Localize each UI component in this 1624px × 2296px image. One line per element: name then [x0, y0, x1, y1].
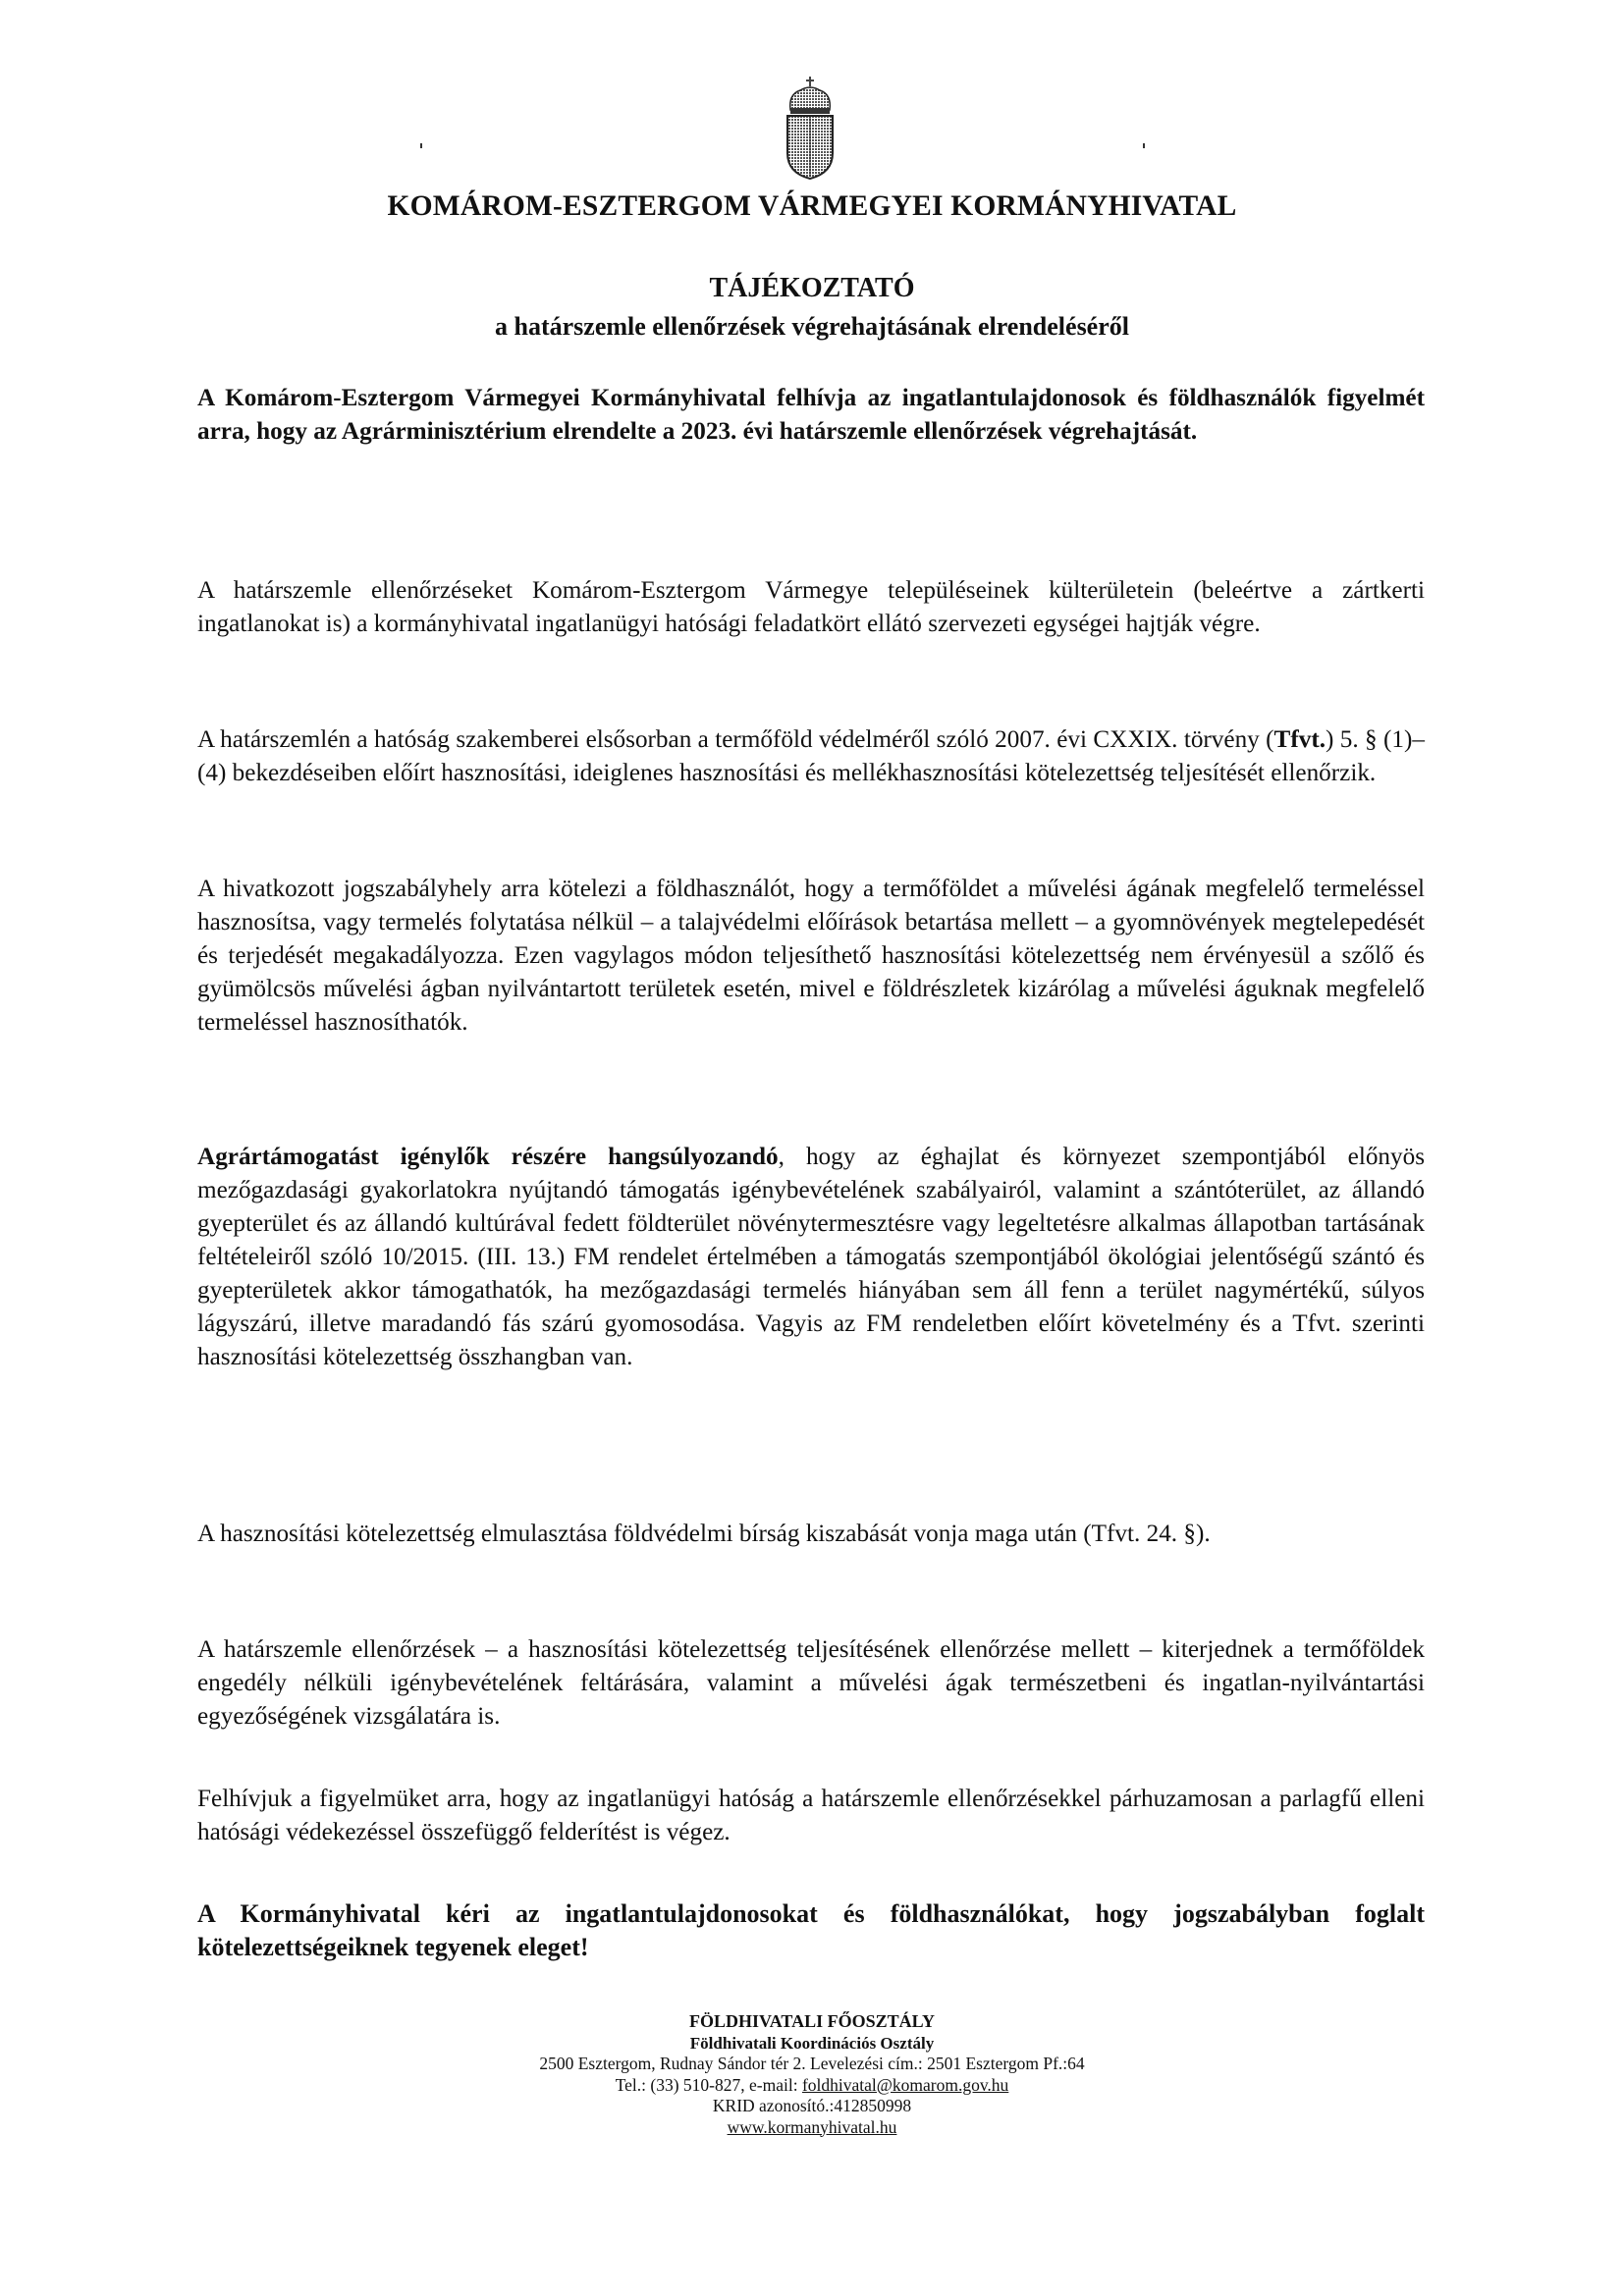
footer-krid: KRID azonosító.:412850998	[712, 2096, 912, 2115]
document-title: TÁJÉKOZTATÓ	[709, 273, 915, 303]
footer-unit: Földhivatali Koordinációs Osztály	[689, 2033, 935, 2053]
contact-footer	[0, 2011, 1624, 2138]
hungarian-coat-of-arms-icon	[783, 75, 838, 181]
paragraph-legal-basis: A határszemlén a hatóság szakemberei elsősorban a termőföld védelméről szóló 2007. évi CXXIX. törvény (Tfvt.) 5. § (1)–(4) bekezdéseiben előírt hasznosítási, ideiglenes hasznosítási és mellékhasznosítási kötelezettség teljesítését ellenőrzik.	[197, 726, 1426, 786]
scan-speck	[420, 143, 422, 148]
scan-speck	[1143, 143, 1145, 148]
paragraph-fine: A hasznosítási kötelezettség elmulasztása földvédelmi bírság kiszabását vonja maga után (Tfvt. 24. §).	[197, 1521, 1211, 1547]
closing-appeal: A Kormányhivatal kéri az ingatlantulajdonosokat és földhasználókat, hogy jogszabályban foglalt kötelezettségeiknek tegyenek eleget!	[197, 1899, 1425, 1961]
paragraph-obligation: A hivatkozott jogszabályhely arra kötelezi a földhasználót, hogy a termőföldet a művelési ágának megfelelő termeléssel hasznosítsa, vagy termelés folytatása nélkül – a talajvédelmi előírások betartása mellett – a gyomnövények megtelepedését és terjedését megakadályozza. Ezen vagylagos módon teljesíthető hasznosítási kötelezettség nem érvényesül a szőlő és gyümölcsös művelési ágban nyilvántartott területek esetén, mivel e földrészletek kizárólag a művelési águknak megfelelő termeléssel hasznosíthatók.	[197, 876, 1425, 1036]
intro-paragraph: A Komárom-Esztergom Vármegyei Kormányhivatal felhívja az ingatlantulajdonosok és földhasználók figyelmét arra, hogy az Agrárminisztérium elrendelte a 2023. évi határszemle ellenőrzések végrehajtását.	[197, 385, 1425, 445]
document-subtitle: a határszemle ellenőrzések végrehajtásának elrendeléséről	[495, 312, 1129, 341]
paragraph-agri-support: Agrártámogatást igénylők részére hangsúlyozandó, hogy az éghajlat és környezet szempontjából előnyös mezőgazdasági gyakorlatokra nyújtandó támogatás igénybevételének szabályairól, valamint a szántóterület, az állandó gyepterület és az állandó kultúrával fedett földterület növénytermesztésre vagy legeltetésre alkalmas állapotban tartásának feltételeiről szóló 10/2015. (III. 13.) FM rendelet értelmében a támogatás szempontjából ökológiai jelentőségű szántó és gyepterületek akkor támogathatók, ha mezőgazdasági termelés hiányában sem áll fenn a terület nagymértékű, súlyos lágyszárú, illetve maradandó fás szárú gyomosodása. Vagyis az FM rendeletben előírt követelmény és a Tfvt. szerinti hasznosítási kötelezettség összhangban van.	[197, 1144, 1425, 1370]
footer-contact: Tel.: (33) 510-827, e-mail: foldhivatal@komarom.gov.hu	[615, 2074, 1009, 2095]
paragraph-ragweed: Felhívjuk a figyelmüket arra, hogy az ingatlanügyi hatóság a határszemle ellenőrzésekkel párhuzamosan a parlagfű elleni hatósági védekezéssel összefüggő felderítést is végez.	[197, 1786, 1425, 1845]
organization-name: KOMÁROM-ESZTERGOM VÁRMEGYEI KORMÁNYHIVATAL	[387, 190, 1237, 222]
tfvt-abbrev: Tfvt.	[1273, 726, 1326, 753]
agri-support-emphasis: Agrártámogatást igénylők részére hangsúlyozandó	[197, 1144, 779, 1170]
email-link[interactable]: foldhivatal@komarom.gov.hu	[801, 2074, 1009, 2095]
footer-address: 2500 Esztergom, Rudnay Sándor tér 2. Levelezési cím.: 2501 Esztergom Pf.:64	[539, 2054, 1085, 2073]
website-link[interactable]: www.kormanyhivatal.hu	[727, 2116, 897, 2137]
footer-department: FÖLDHIVATALI FŐOSZTÁLY	[689, 2011, 935, 2031]
paragraph-inspections-extent: A határszemle ellenőrzések – a hasznosítási kötelezettség teljesítésének ellenőrzése mellett – kiterjednek a termőföldek engedély nélküli igénybevételének feltárására, valamint a művelési ágak természetbeni és ingatlan-nyilvántartási egyezőségének vizsgálatára is.	[197, 1636, 1425, 1730]
paragraph-scope: A határszemle ellenőrzéseket Komárom-Esztergom Vármegye településeinek külterületein (beleértve a zártkerti ingatlanokat is) a kormányhivatal ingatlanügyi hatósági feladatkört ellátó szervezeti egységei hajtják végre.	[197, 577, 1425, 637]
